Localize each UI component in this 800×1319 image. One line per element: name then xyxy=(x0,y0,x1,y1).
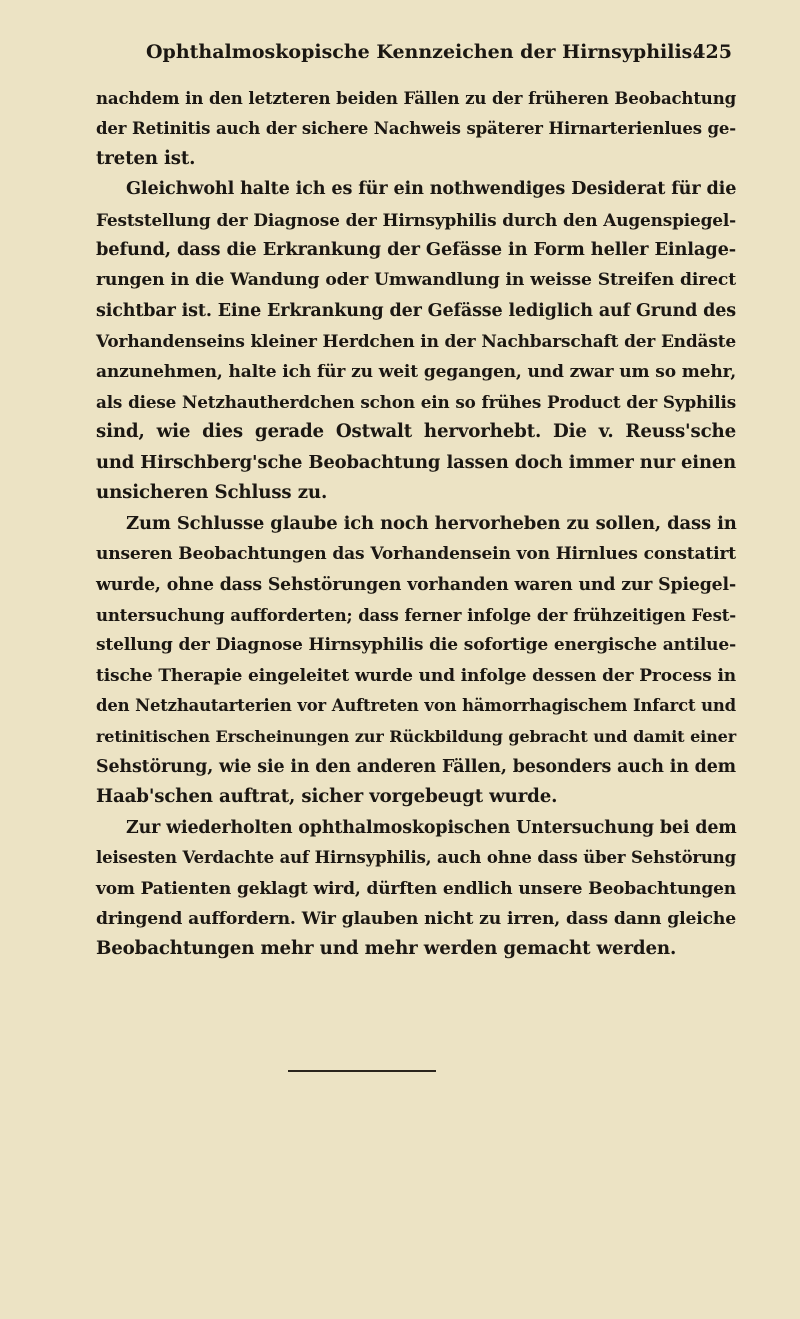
text-line: untersuchung aufforderten; dass ferner infolge der frühzeitigen Fest- xyxy=(96,604,736,625)
text-line: unseren Beobachtungen das Vorhandensein von Hirnlues constatirt xyxy=(96,544,736,565)
text-line: leisesten Verdachte auf Hirnsyphilis, auch ohne dass über Sehstörung xyxy=(96,848,736,868)
text-line: treten ist. xyxy=(96,147,196,169)
text-line: und Hirschberg'sche Beobachtung lassen doch immer nur einen xyxy=(96,451,736,473)
text-line: befund, dass die Erkrankung der Gefässe in Form heller Einlage- xyxy=(96,239,736,261)
page-number: 425 xyxy=(692,41,732,63)
text-line: rungen in die Wandung oder Umwandlung in weisse Streifen direct xyxy=(96,270,736,291)
running-head xyxy=(96,38,732,68)
text-line: als diese Netzhautherdchen schon ein so frühes Product der Syphilis xyxy=(96,392,736,413)
paragraph-first-line: Gleichwohl halte ich es für ein nothwendiges Desiderat für die xyxy=(126,178,737,200)
text-line: retinitischen Erscheinungen zur Rückbildung gebracht und damit einer xyxy=(96,726,736,746)
paragraph-first-line: Zum Schlusse glaube ich noch hervorheben zu sollen, dass in xyxy=(126,512,737,534)
text-line: Sehstörung, wie sie in den anderen Fällen, besonders auch in dem xyxy=(96,756,736,777)
text-line: wurde, ohne dass Sehstörungen vorhanden waren und zur Spiegel- xyxy=(96,574,736,595)
text-line: vom Patienten geklagt wird, dürften endlich unsere Beobachtungen xyxy=(96,878,736,899)
text-line: den Netzhautarterien vor Auftreten von hämorrhagischem Infarct und xyxy=(96,696,736,716)
text-line: Haab'schen auftrat, sicher vorgebeugt wurde. xyxy=(96,786,558,808)
text-line: tische Therapie eingeleitet wurde und infolge dessen der Process in xyxy=(96,665,736,686)
text-line: nachdem in den letzteren beiden Fällen zu der früheren Beobachtung xyxy=(96,88,736,108)
text-line: Beobachtungen mehr und mehr werden gemacht werden. xyxy=(96,938,677,960)
end-rule xyxy=(288,1070,436,1072)
text-line: der Retinitis auch der sichere Nachweis späterer Hirnarterienlues ge- xyxy=(96,118,736,139)
text-line: sind, wie dies gerade Ostwalt hervorhebt. Die v. Reuss'sche xyxy=(96,421,736,443)
text-line: Feststellung der Diagnose der Hirnsyphilis durch den Augenspiegel- xyxy=(96,209,736,230)
text-line: unsicheren Schluss zu. xyxy=(96,482,328,504)
running-title: Ophthalmoskopische Kennzeichen der Hirnsyphilis. xyxy=(146,41,699,63)
text-line: anzunehmen, halte ich für zu weit gegangen, und zwar um so mehr, xyxy=(96,361,736,382)
text-line: sichtbar ist. Eine Erkrankung der Gefässe lediglich auf Grund des xyxy=(96,300,736,321)
text-line: dringend auffordern. Wir glauben nicht zu irren, dass dann gleiche xyxy=(96,908,736,929)
paragraph-first-line: Zur wiederholten ophthalmoskopischen Untersuchung bei dem xyxy=(126,817,737,838)
text-line: stellung der Diagnose Hirnsyphilis die sofortige energische antilue- xyxy=(96,635,736,656)
body-text xyxy=(96,83,736,965)
text-line: Vorhandenseins kleiner Herdchen in der Nachbarschaft der Endäste xyxy=(96,331,736,352)
